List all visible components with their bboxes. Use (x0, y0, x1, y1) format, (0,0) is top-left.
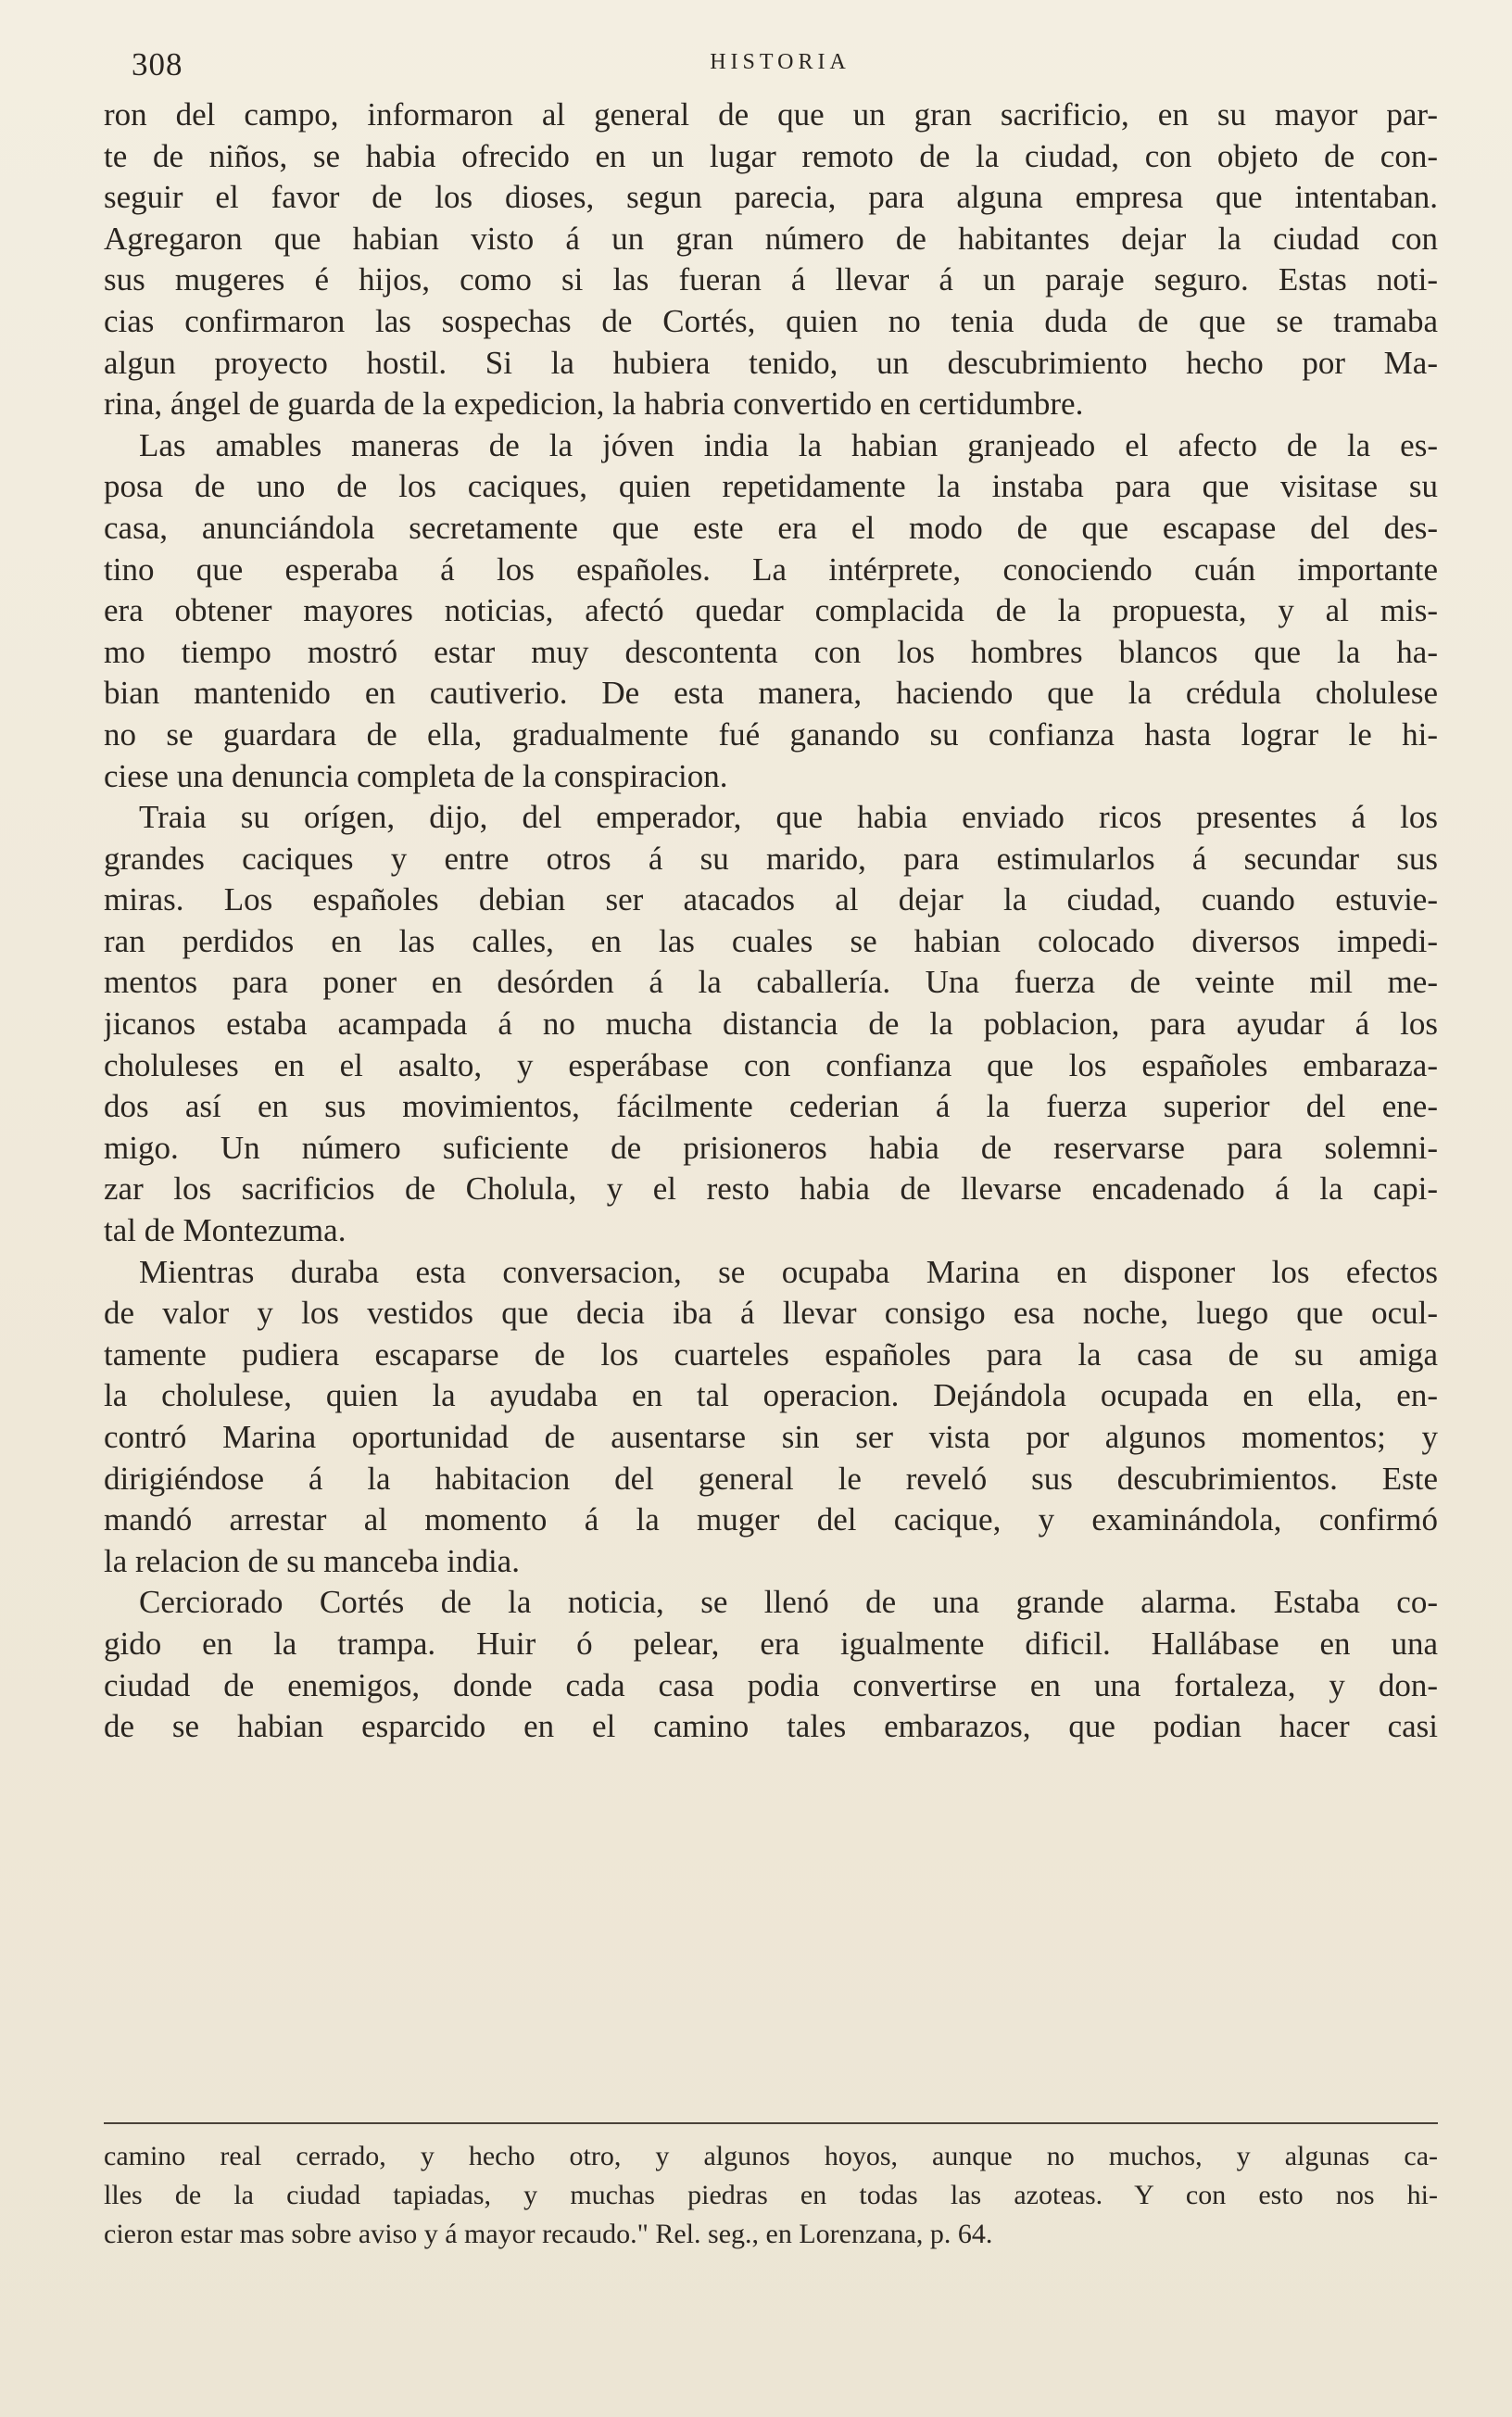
footnote (104, 2137, 1438, 2254)
text-line: cholulеses en el asalto, y esperábase con confianza que los españoles embaraza- (104, 1046, 1438, 1083)
text-line: cias confirmaron las sospechas de Cortés, quien no tenia duda de que se tramaba (104, 302, 1438, 339)
paragraph-1 (104, 95, 1438, 425)
text-line: era obtener mayores noticias, afectó quedar complacida de la propuesta, y al mis- (104, 592, 1438, 629)
text-line: de valor y los vestidos que decia iba á llevar consigo esa noche, luego que ocul- (104, 1295, 1438, 1332)
paragraph-5 (104, 1582, 1438, 1747)
running-title: HISTORIA (710, 50, 850, 74)
text-line: tino que esperaba á los españoles. La intérprete, conociendo cuán importante (104, 550, 1438, 588)
text-line: tal de Montezuma. (104, 1212, 346, 1249)
text-line: ciudad de enemigos, donde cada casa podia convertirse en una fortaleza, y don- (104, 1666, 1438, 1703)
paragraph-3 (104, 797, 1438, 1252)
text-line: Mientras duraba esta conversacion, se ocupaba Marina en disponer los efectos (139, 1253, 1438, 1290)
paragraph-2 (104, 425, 1438, 797)
paragraph-4 (104, 1252, 1438, 1583)
text-line: casa, anunciándola secretamente que este era el modo de que escapase del des- (104, 509, 1438, 546)
text-line: la cholulese, quien la ayudaba en tal operacion. Dejándola ocupada en ella, en- (104, 1377, 1438, 1414)
text-line: Traia su orígen, dijo, del emperador, que habia enviado ricos presentes á los (139, 799, 1438, 836)
text-line: tamente pudiera escaparse de los cuarteles españoles para la casa de su amiga (104, 1335, 1438, 1373)
text-line: gido en la trampa. Huir ó pelear, era igualmente dificil. Hallábase en una (104, 1625, 1438, 1662)
text-line: de se habian esparcido en el camino tales embarazos, que podian hacer casi (104, 1708, 1438, 1745)
text-line: mo tiempo mostró estar muy descontenta con los hombres blancos que la ha- (104, 633, 1438, 670)
text-line: seguir el favor de los dioses, segun parecia, para alguna empresa que intentaban. (104, 179, 1438, 216)
text-line: mentos para poner en desórden á la caballería. Una fuerza de veinte mil me- (104, 964, 1438, 1001)
footnote-line: camino real cerrado, y hecho otro, y algunos hoyos, aunque no muchos, y algunas ca- (104, 2141, 1438, 2171)
text-line: dos así en sus movimientos, fácilmente cederian á la fuerza superior del ene- (104, 1088, 1438, 1125)
page-number: 308 (132, 46, 183, 82)
text-line: la relacion de su manceba india. (104, 1542, 520, 1579)
footnote-line: lles de la ciudad tapiadas, y muchas piedras en todas las azoteas. Y con esto nos hi- (104, 2180, 1438, 2210)
text-line: ran perdidos en las calles, en las cuales se habian colocado diversos impedi- (104, 922, 1438, 959)
text-line: mandó arrestar al momento á la muger del cacique, y examinándola, confirmó (104, 1501, 1438, 1538)
text-line: ron del campo, informaron al general de que un gran sacrificio, en su mayor par- (104, 96, 1438, 133)
text-line: sus mugeres é hijos, como si las fueran á llevar á un paraje seguro. Estas noti- (104, 261, 1438, 298)
text-line: dirigiéndose á la habitacion del general le reveló sus descubrimientos. Este (104, 1460, 1438, 1497)
text-line: bian mantenido en cautiverio. De esta manera, haciendo que la crédula cholulese (104, 675, 1438, 712)
running-head (104, 41, 1438, 96)
text-line: no se guardara de ella, gradualmente fué ganando su confianza hasta lograr le hi- (104, 715, 1438, 753)
text-line: miras. Los españoles debian ser atacados al dejar la ciudad, cuando estuvie- (104, 881, 1438, 918)
body-text (104, 95, 1438, 1748)
text-line: Agregaron que habian visto á un gran número de habitantes dejar la ciudad con (104, 220, 1438, 257)
text-line: posa de uno de los caciques, quien repetidamente la instaba para que visitase su (104, 468, 1438, 505)
text-line: jicanos estaba acampada á no mucha distancia de la poblacion, para ayudar á los (104, 1006, 1438, 1043)
text-line: ciese una denuncia completa de la conspiracion. (104, 757, 728, 794)
text-line: Cerciorado Cortés de la noticia, se llenó de una grande alarma. Estaba co- (139, 1584, 1438, 1621)
footnote-line: cieron estar mas sobre aviso y á mayor recaudo." Rel. seg., en Lorenzana, p. 64. (104, 2219, 993, 2249)
text-line: Las amables maneras de la jóven india la habian granjeado el afecto de la es- (139, 426, 1438, 463)
text-line: contró Marina oportunidad de ausentarse sin ser vista por algunos momentos; y (104, 1419, 1438, 1455)
text-line: rina, ángel de guarda de la expedicion, la habria convertido en certidumbre. (104, 386, 1084, 423)
text-line: algun proyecto hostil. Si la hubiera tenido, un descubrimiento hecho por Ma- (104, 344, 1438, 381)
text-line: zar los sacrificios de Cholula, y el resto habia de llevarse encadenado á la capi- (104, 1171, 1438, 1208)
text-line: grandes caciques y entre otros á su marido, para estimularlos á secundar sus (104, 840, 1438, 877)
text-line: te de niños, se habia ofrecido en un lugar remoto de la ciudad, con objeto de con- (104, 137, 1438, 174)
footnote-rule (104, 2122, 1438, 2124)
text-line: migo. Un número suficiente de prisioneros habia de reservarse para solemni- (104, 1129, 1438, 1166)
